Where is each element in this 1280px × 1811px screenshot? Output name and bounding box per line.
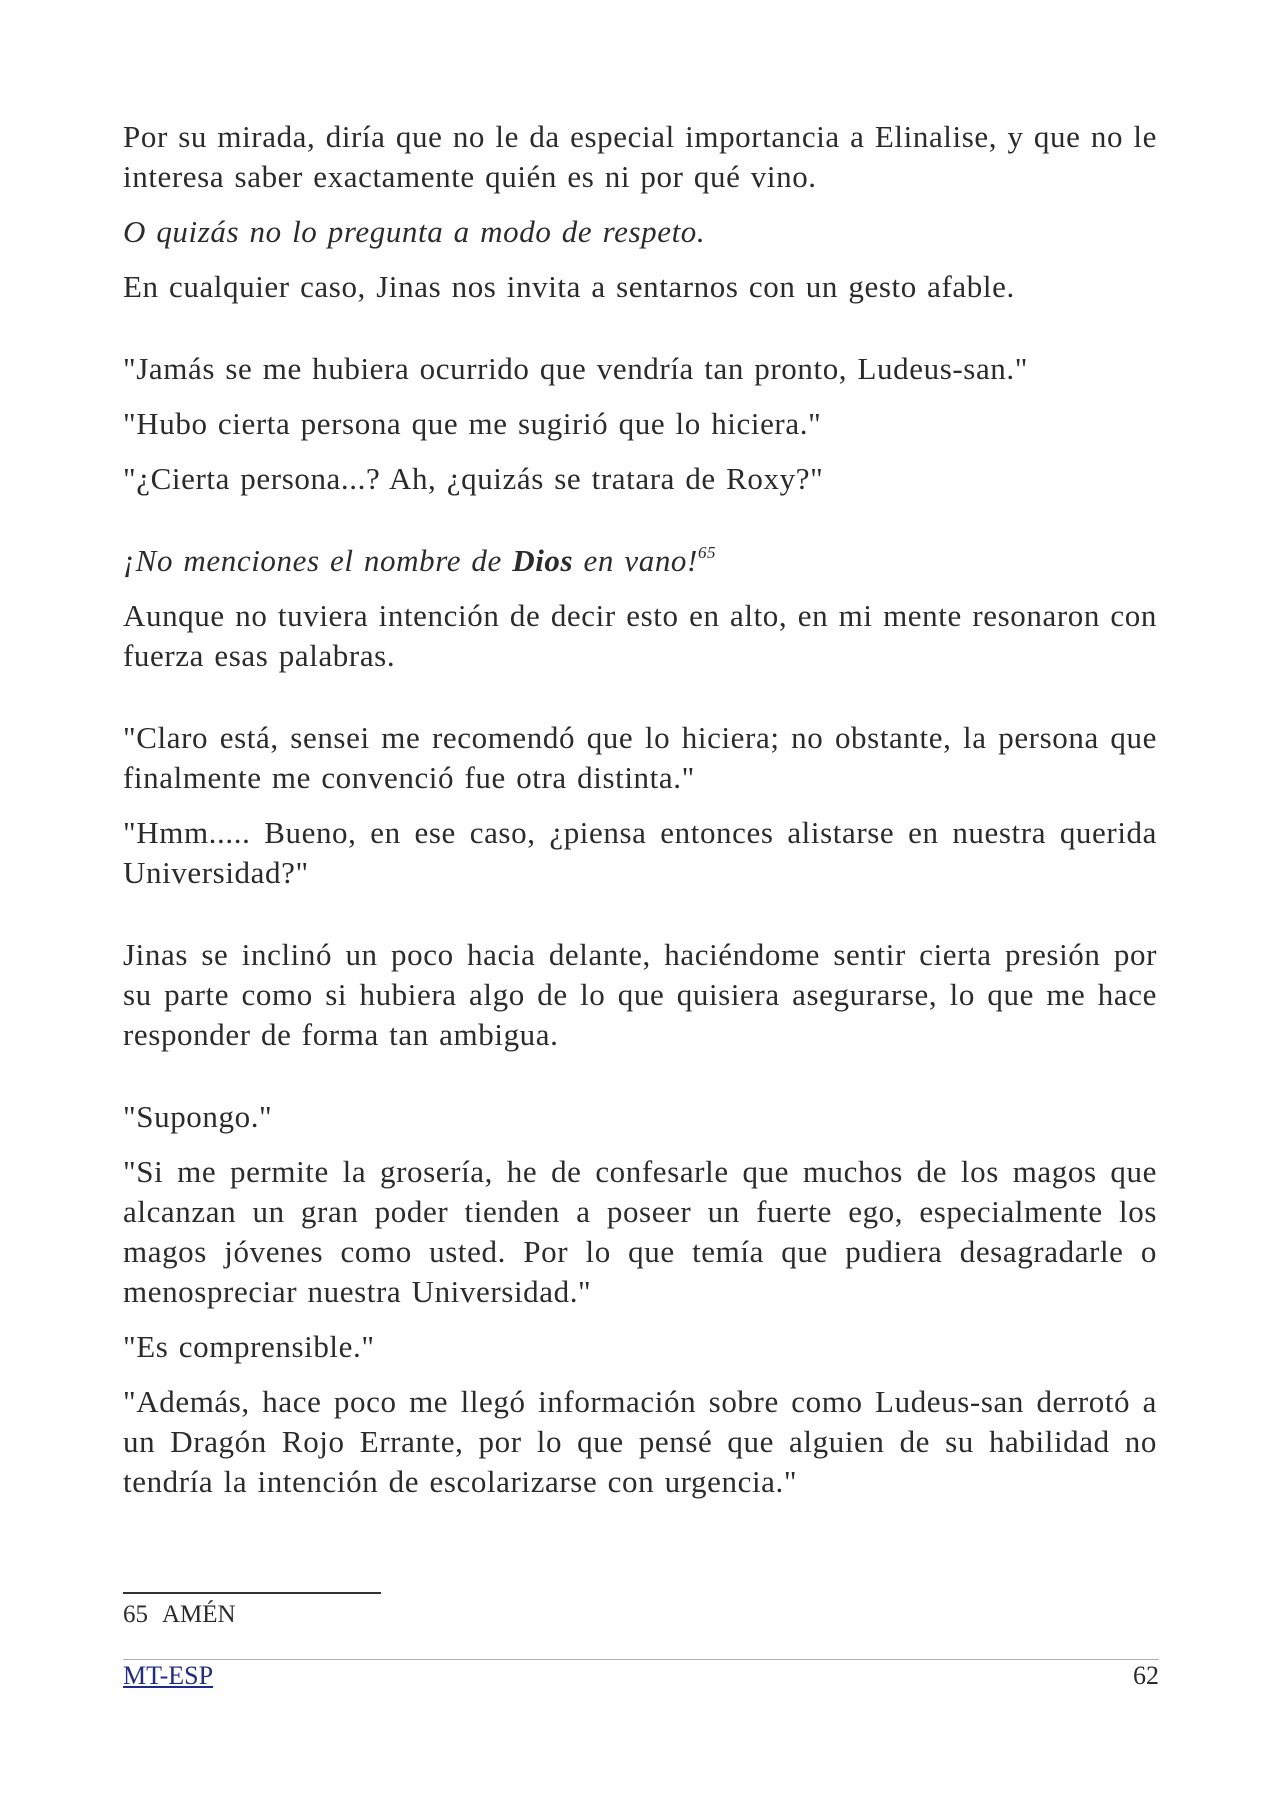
narration-paragraph: En cualquier caso, Jinas nos invita a sentarnos con un gesto afable. [123,269,1015,304]
footer-site-link[interactable]: MT-ESP [123,1661,214,1690]
footnote-number: 65 [123,1601,148,1628]
dialogue-paragraph: "Supongo." [123,1099,273,1134]
narration-paragraph: Jinas se inclinó un poco hacia delante, haciéndome sentir cierta presión por su parte como si hubiera algo de lo que quisiera asegurarse, lo que me hace responder de forma tan ambigua. [123,937,1157,1052]
footnote-reference[interactable]: 65 [697,543,717,562]
inner-thought-paragraph: O quizás no lo pregunta a modo de respeto. [123,214,706,249]
narration-paragraph: Por su mirada, diría que no le da especial importancia a Elinalise, y que no le interesa saber exactamente quién es ni por qué vino. [123,119,1157,194]
emphasized-word: Dios [512,543,574,578]
footnote [123,1599,236,1631]
page-number: 62 [1133,1661,1159,1690]
footnote-divider [123,1592,381,1594]
footnote-text: AMÉN [162,1601,236,1628]
dialogue-paragraph: "Jamás se me hubiera ocurrido que vendría tan pronto, Ludeus-san." [123,351,1029,386]
dialogue-paragraph: "Además, hace poco me llegó información sobre como Ludeus-san derrotó a un Dragón Rojo Errante, por lo que pensé que alguien de su habilidad no tendría la intención de escolarizarse con urgencia." [123,1384,1157,1499]
footer-divider [123,1659,1159,1660]
dialogue-paragraph: "Hubo cierta persona que me sugirió que lo hiciera." [123,406,822,441]
dialogue-paragraph: "¿Cierta persona...? Ah, ¿quizás se tratara de Roxy?" [123,461,824,496]
narration-paragraph: Aunque no tuviera intención de decir esto en alto, en mi mente resonaron con fuerza esas palabras. [123,598,1157,673]
dialogue-paragraph: "Es comprensible." [123,1329,375,1364]
thought-text-after: en vano! [573,543,698,578]
dialogue-paragraph: "Si me permite la grosería, he de confesarle que muchos de los magos que alcanzan un gran poder tienden a poseer un fuerte ego, especialmente los magos jóvenes como usted. Por lo que temía que pudiera desagradarle o menospreciar nuestra Universidad." [123,1154,1157,1309]
inner-thought-paragraph [123,541,1157,581]
thought-text-before: ¡No menciones el nombre de [123,543,513,578]
dialogue-paragraph: "Hmm..... Bueno, en ese caso, ¿piensa entonces alistarse en nuestra querida Universidad?" [123,815,1157,890]
dialogue-paragraph: "Claro está, sensei me recomendó que lo hiciera; no obstante, la persona que finalmente me convenció fue otra distinta." [123,720,1157,795]
page-body [123,117,1157,1502]
